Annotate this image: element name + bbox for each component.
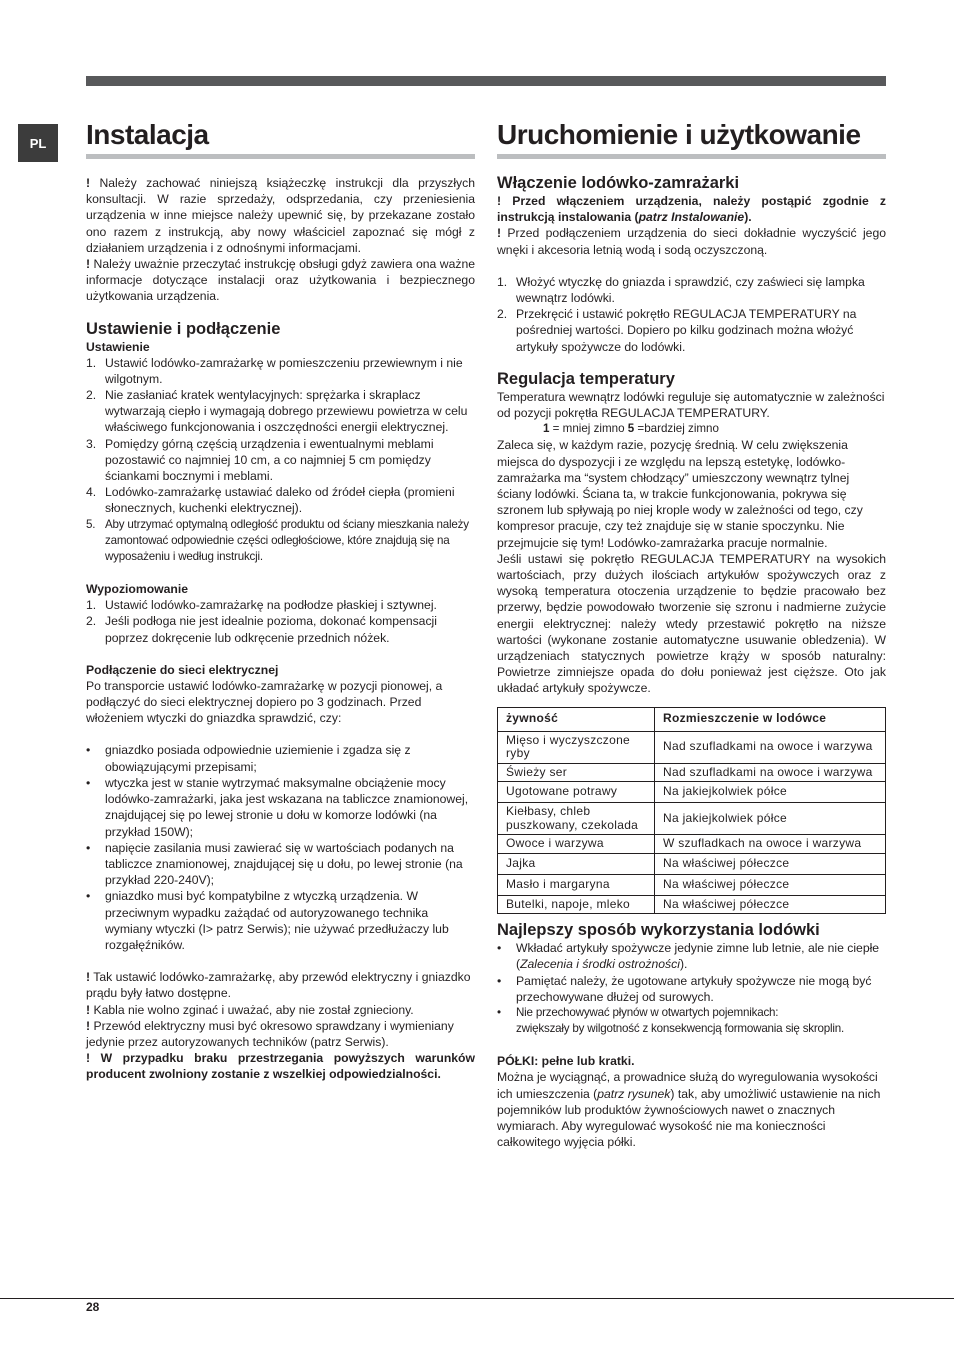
warning-paragraph: ! Tak ustawić lodówko-zamrażarkę, aby przewód elektryczny i gniazdko prądu były łatwo dostępne. <box>86 970 471 1001</box>
page-number: 28 <box>86 1300 100 1314</box>
footer-rule <box>0 1298 954 1299</box>
table-row: Mięso i wyczyszczone ryby Nad szufladkami na owoce i warzywa <box>498 731 886 763</box>
intro-paragraph-2 <box>86 256 475 305</box>
section-title-wlaczenie: Włączenie lodówko-zamrażarki <box>497 174 740 192</box>
table-header-row <box>498 707 886 731</box>
podlaczenie-text: Po transporcie ustawić lodówko-zamrażarkę w pozycji pionowej, a podłączyć do sieci elektrycznej dopiero po 3 godzinach. Przed włożeniem wtyczki do gniazdka sprawdzić, czy: <box>86 678 443 726</box>
warning-paragraph: ! Kabla nie wolno zginać i uważać, aby nie został zgnieciony. <box>86 1002 414 1017</box>
top-rule <box>86 76 886 86</box>
table-header-placement: Rozmieszczenie w lodówce <box>655 707 886 731</box>
najlepszy-bullets <box>497 940 886 1037</box>
intro-text: Należy zachować niniejszą książeczkę instrukcji dla przyszłych konsultacji. W razie sprzedaży, odsprzedania, czy przeniesienia urządzenia w inne miejsce należy upewnić się, by przekazane zostało ono razem z instrukcją, aby nowy właściciel zapoznać się mógł z działaniem urządzenia i z odnośnymi informacjami. <box>86 176 475 255</box>
food-placement-table <box>497 707 886 915</box>
wlaczenie-warning-1: ! Przed włączeniem urządzenia, należy postąpić zgodnie z instrukcją instalowania (patrz Instalowanie). <box>497 194 886 225</box>
warning-mark: ! <box>86 257 91 272</box>
table-row: Butelki, napoje, mleko Na właściwej półeczce <box>498 895 886 914</box>
section-title-najlepszy: Najlepszy sposób wykorzystania lodówki <box>497 921 820 940</box>
list-item: • wtyczka jest w stanie wytrzymać maksymalne obciążenie mocy lodówko-zamrażarki, jaka jest wskazana na tabliczce znamionowej, znajdującej się po lewej stronie u dołu w komorze lodówki (na przykład 150W); <box>86 775 469 839</box>
ustawienie-list <box>86 355 475 566</box>
table-header-food: żywność <box>498 707 655 731</box>
list-item: 5. Aby utrzymać optymalną odległość produktu od ściany mieszkania należy zamontować odpowiednie części odległościowe, które znajdują się na wyposażeniu i według instrukcji. <box>86 517 469 564</box>
list-item: 2. Jeśli podłoga nie jest idealnie pozioma, dokonać kompensacji poprzez dokręcenie lub odkręcenie przednich nóżek. <box>86 614 437 645</box>
list-item: 1. Ustawić lodówko-zamrażarkę na podłodze płaskiej i sztywnej. <box>86 598 437 613</box>
list-item: 1. Ustawić lodówko-zamrażarkę w pomieszczeniu przewiewnym i nie wilgotnym. <box>86 355 463 386</box>
table-row: Owoce i warzywa W szufladkach na owoce i warzywa <box>498 835 886 854</box>
list-item: • Nie przechowywać płynów w otwartych pojemnikach: zwiększały by wilgotność z konsekwencją formowania się skroplin. <box>497 1006 845 1036</box>
list-item: 2. Przekręcić i ustawić pokrętło REGULACJA TEMPERATURY na pośredniej wartości. Dopiero po kilku godzinach można włożyć artykuły spożywcze do lodówki. <box>497 307 857 354</box>
left-column <box>86 118 475 1083</box>
list-item: • gniazdko musi być kompatybilne z wtyczką urządzenia. W przeciwnym wypadku zażądać od autoryzowanego technika wymiany wtyczki (I> patrz Serwis); nie używać przedłużaczy lub rozgałęźników. <box>86 889 449 952</box>
table-row: Masło i margaryna Na właściwej półeczce <box>498 874 886 895</box>
list-item: 1. Włożyć wtyczkę do gniazda i sprawdzić, czy zaświeci się lampka wewnątrz lodówki. <box>497 274 865 306</box>
table-row: Świeży ser Nad szufladkami na owoce i warzywa <box>498 763 886 782</box>
wlaczenie-warning-2: ! Przed podłączeniem urządzenia do sieci dokładnie wyczyścić jego wnęki i akcesoria letnią wodą i sodą oczyszczoną. <box>497 226 886 257</box>
regulacja-paragraph-1: Temperatura wewnątrz lodówki reguluje się automatycznie w zależności od pozycji pokrętła REGULACJA TEMPERATURY. <box>497 389 885 421</box>
page-title-instalacja: Instalacja <box>86 118 475 159</box>
page-title-uruchomienie: Uruchomienie i użytkowanie <box>497 118 886 159</box>
wlaczenie-list <box>497 274 886 355</box>
list-item: 4. Lodówko-zamrażarkę ustawiać daleko od źródeł ciepła (promieni słonecznych, kuchenki elektrycznej). <box>86 485 455 516</box>
regulacja-paragraph-2: Zaleca się, w każdym razie, pozycję średnią. W celu zwiększenia miejsca do dyspozycji i ze względu na lepszą estetykę, lodówko-zamrażarka ma “system chłodzący” umieszczony wewnątrz tylnej ściany lodówki. Ściana ta, w trakcie funkcjonowania, pokrywa się szronem lub spływają po niej krople wody w zależności od tego, czy kompresor pracuje, czy też znajduje się w stanie spoczynku. Nie przejmujcie się tym! Lodówko-zamrażarka pracuje normalnie. <box>497 438 863 550</box>
intro-text: Należy uważnie przeczytać instrukcję obsługi gdyż zawiera ona ważne informacje dotyczące instalacji oraz użytkowania i bezpiecznego użytkowania urządzenia. <box>86 257 475 304</box>
subheading-podlaczenie: Podłączenie do sieci elektrycznej <box>86 662 279 677</box>
polki-text: Można je wyciągnąć, a prowadnice służą do wyregulowania wysokości ich umieszczenia (patrz rysunek) tak, aby umożliwić ustawienie na nich pojemników lub produktów żywnościowych nawet o znacznych wymiarach. Aby wyregulować wysokość nie ma konieczności całkowitego wyjęcia półki. <box>497 1070 881 1150</box>
intro-paragraph-1 <box>86 175 475 256</box>
warning-paragraph: ! Przewód elektryczny musi być okresowo sprawdzany i wymieniany jedynie przez autoryzowanych techników (patrz Serwis). <box>86 1018 454 1049</box>
list-item: • gniazdko posiada odpowiednie uziemienie i zgadza się z obowiązującymi przepisami; <box>86 743 411 774</box>
list-item: • Wkładać artykuły spożywcze jedynie zimne lub letnie, ale nie ciepłe (Zalecenia i środki ostrożności). <box>497 941 880 972</box>
subheading-polki: PÓŁKI: pełne lub kratki. <box>497 1054 635 1069</box>
section-title-ustawienie: Ustawienie i podłączenie <box>86 319 281 338</box>
subheading-wypoziomowanie: Wypoziomowanie <box>86 582 189 597</box>
wypoziomowanie-list <box>86 597 475 646</box>
list-item: 2. Nie zasłaniać kratek wentylacyjnych: sprężarka i skraplacz wytwarzają ciepło i wymagają dobrego przewiewu powietrza w celu właściwego funkcjonowania i oszczędności energii elektrycznej. <box>86 388 468 435</box>
right-column <box>497 118 886 1150</box>
table-row: Kiełbasy, chleb puszkowany, czekolada Na jakiejkolwiek półce <box>498 803 886 835</box>
list-item: 3. Pomiędzy górną częścią urządzenia i ewentualnymi meblami pozostawić co najmniej 10 cm, a co najmniej 5 cm pomiędzy ściankami bocznymi i meblami. <box>86 436 434 484</box>
list-item: • Pamiętać należy, że ugotowane artykuły spożywcze nie mogą być przechowywane dłużej od surowych. <box>497 973 872 1004</box>
final-warning: ! W przypadku braku przestrzegania powyższych warunków producent zwolniony zostanie z wszelkiej odpowiedzialności. <box>86 1051 475 1082</box>
warning-mark: ! <box>86 176 91 190</box>
section-title-regulacja: Regulacja temperatury <box>497 369 675 388</box>
list-item: • napięcie zasilania musi zawierać się w wartościach podanych na tabliczce znamionowej, znajdującej się u dołu, po lewej stronie (na przykład 220-240V); <box>86 840 463 888</box>
regulacja-paragraph-3: Jeśli ustawi się pokrętło REGULACJA TEMPERATURY na wysokich wartościach, przy dużych ilościach artykułów spożywczych oraz z wysoką temperatura otoczenia urządzenie to będzie pracowało bez przerwy, będzie powodowało tworzenie się szronu i nadmierne zużycie energii elektrycznej: należy wtedy przestawić pokrętło na niższe wartości (wykonane zostanie automatyczne usuwanie obledzenia). W urządzeniach statycznych powietrze krąży w sposób naturalny: Powietrze zimniejsze opada do dołu ponieważ jest cięższe. Oto jak układać artykuły spożywcze. <box>497 551 886 696</box>
language-badge: PL <box>18 124 58 162</box>
subheading-ustawienie: Ustawienie <box>86 339 150 354</box>
table-row: Jajka Na właściwej półeczce <box>498 853 886 874</box>
table-row: Ugotowane potrawy Na jakiejkolwiek półce <box>498 782 886 803</box>
temperature-scale: 1 = mniej zimno 5 =bardziej zimno <box>543 422 719 436</box>
podlaczenie-bullets <box>86 742 475 953</box>
